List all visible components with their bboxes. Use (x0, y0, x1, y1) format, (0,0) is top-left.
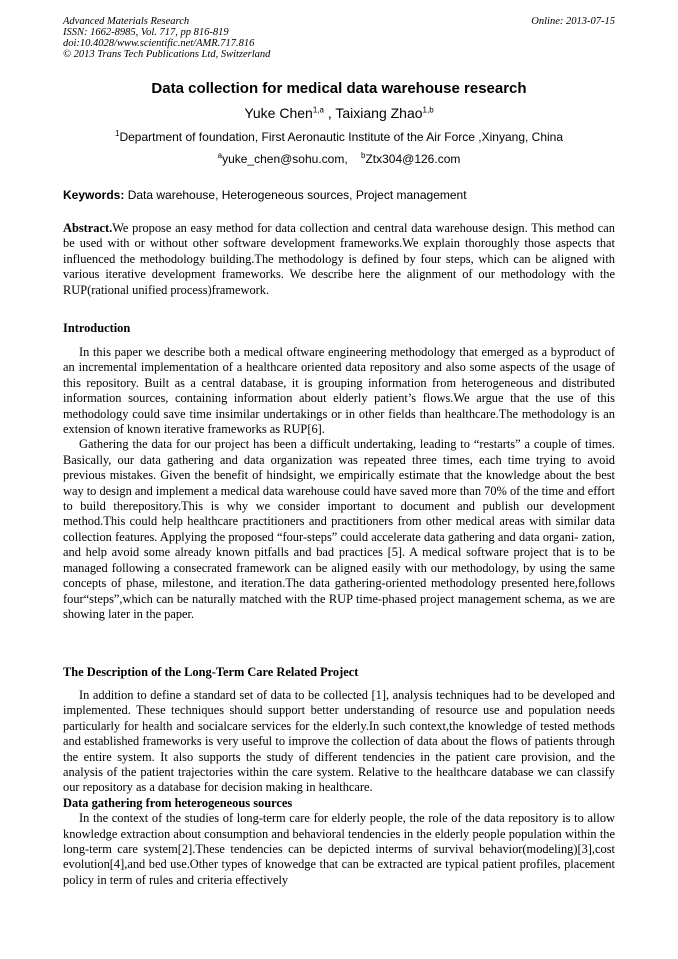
subsection-heading: Data gathering from heterogeneous sources (63, 795, 293, 810)
email-b-sup: b (361, 151, 366, 160)
intro-paragraph-2: Gathering the data for our project has been a difficult undertaking, leading to “restarts” a couple of times. Basically, our data gathering and data organization was repeated three times, each time trying to avoid previous mistakes. Given the benefit of hindsight, we empirically estimate that the knowledge about the best way to design and implement a medical data warehouse could have saved more than 70% of the time and effort to build therepository.This is why we consider important to document and publish our development method.This could help healthcare practitioners and practitioners from other medical areas with similar data collection features. Applying the proposed “four-steps” could accelerate data gathering and data organi- zation, and help avoid some already known pitfalls and bad practices [5]. A medical software project that is to be managed following a consecrated framework can be aligned easily with our methodology, by using the same concepts of phase, milestone, and iteration.The data gathering-oriented methodology presented here,follows four“steps”,which can be naturally matched with the RUP time-phased project management schema, as we are showing later in the paper. (63, 437, 616, 621)
journal-info (63, 16, 270, 60)
abstract (63, 221, 615, 298)
keywords (63, 187, 615, 203)
intro-paragraph-1: In this paper we describe both a medical oftware engineering methodology that emerged as a byproduct of an incremental implementation of a healthcare oriented data repository and also some aspects of the usage of this repository. Built as a central database, it is grouping information from heterogeneous and distributed information sources, containing information about elderly patient’s flows.We argue that the use of this methodology could save time insimilar undertakings or in other fields than healthcare.The methodology is an extension of known iterative frameworks as RUP[6]. (63, 345, 615, 437)
abstract-label: Abstract. (63, 221, 113, 235)
affiliation-sup: 1 (114, 129, 120, 138)
doi: doi:10.4028/www.scientific.net/AMR.717.816 (63, 38, 255, 49)
author-2-sup: 1,b (422, 105, 434, 115)
author-2: Taixiang Zhao (335, 105, 423, 121)
section-heading-introduction: Introduction (63, 321, 131, 335)
affiliation-text: Department of foundation, First Aeronautic Institute of the Air Force ,Xinyang, China (119, 130, 564, 144)
email-a: yuke_chen@sohu.com, (222, 152, 348, 166)
journal-name: Advanced Materials Research (63, 16, 190, 27)
author-separator: , (323, 105, 336, 121)
authors (63, 104, 615, 122)
paper-title: Data collection for medical data warehouse research (151, 80, 527, 97)
section-heading-description: The Description of the Long-Term Care Related Project (63, 665, 359, 679)
keywords-label: Keywords: (63, 188, 125, 202)
emails (63, 151, 615, 167)
online-date: Online: 2013-07-15 (531, 16, 615, 27)
introduction-body (63, 345, 615, 622)
copyright: © 2013 Trans Tech Publications Ltd, Switzerland (63, 49, 271, 60)
author-1-sup: 1,a (312, 105, 324, 115)
author-1: Yuke Chen (244, 105, 313, 121)
issn: ISSN: 1662-8985, Vol. 717, pp 816-819 (63, 27, 229, 38)
desc-paragraph-1: In addition to define a standard set of data to be collected [1], analysis techniques had to be developed and implemented. These techniques should support better understanding of resource use and population needs particularly for health and socialcare services for the elderly.In such context,the knowledge of tested methods and established frameworks is very useful to improve the collection of data about the flows of patients through the entire system. It also supports the study of different tendencies in the patient care provision, and the analysis of the patient trajectories within the care system. Relative to the healthcare database we can classify our repository as a database for decision making in healthcare. (63, 688, 615, 795)
description-body (63, 688, 615, 888)
keywords-text: Data warehouse, Heterogeneous sources, Project management (124, 188, 467, 202)
email-a-sup: a (217, 151, 223, 160)
abstract-text: We propose an easy method for data collection and central data warehouse design. This method can be used with or without other software development frameworks.We explain thoroughly those aspects that influenced the methodology building.The methodology is defined by four steps, which can be aligned with various iterative development frameworks. We describe here the alignment of our methodology with the RUP(rational unified process)framework. (63, 221, 615, 297)
email-b: Ztx304@126.com (365, 152, 461, 166)
affiliation (63, 129, 615, 145)
subsection-paragraph-1: In the context of the studies of long-term care for elderly people, the role of the data repository is to allow knowledge extraction about consumption and behavioral tendencies in the elderly people population within the long-term care system[2].These tendencies can be depicted interms of survival behavior(modeling)[3],cost evolution[4],and bed use.Other types of knowedge that can be extracted are typical patient profiles, placement policy in term of rules and criteria effectively (63, 811, 615, 887)
